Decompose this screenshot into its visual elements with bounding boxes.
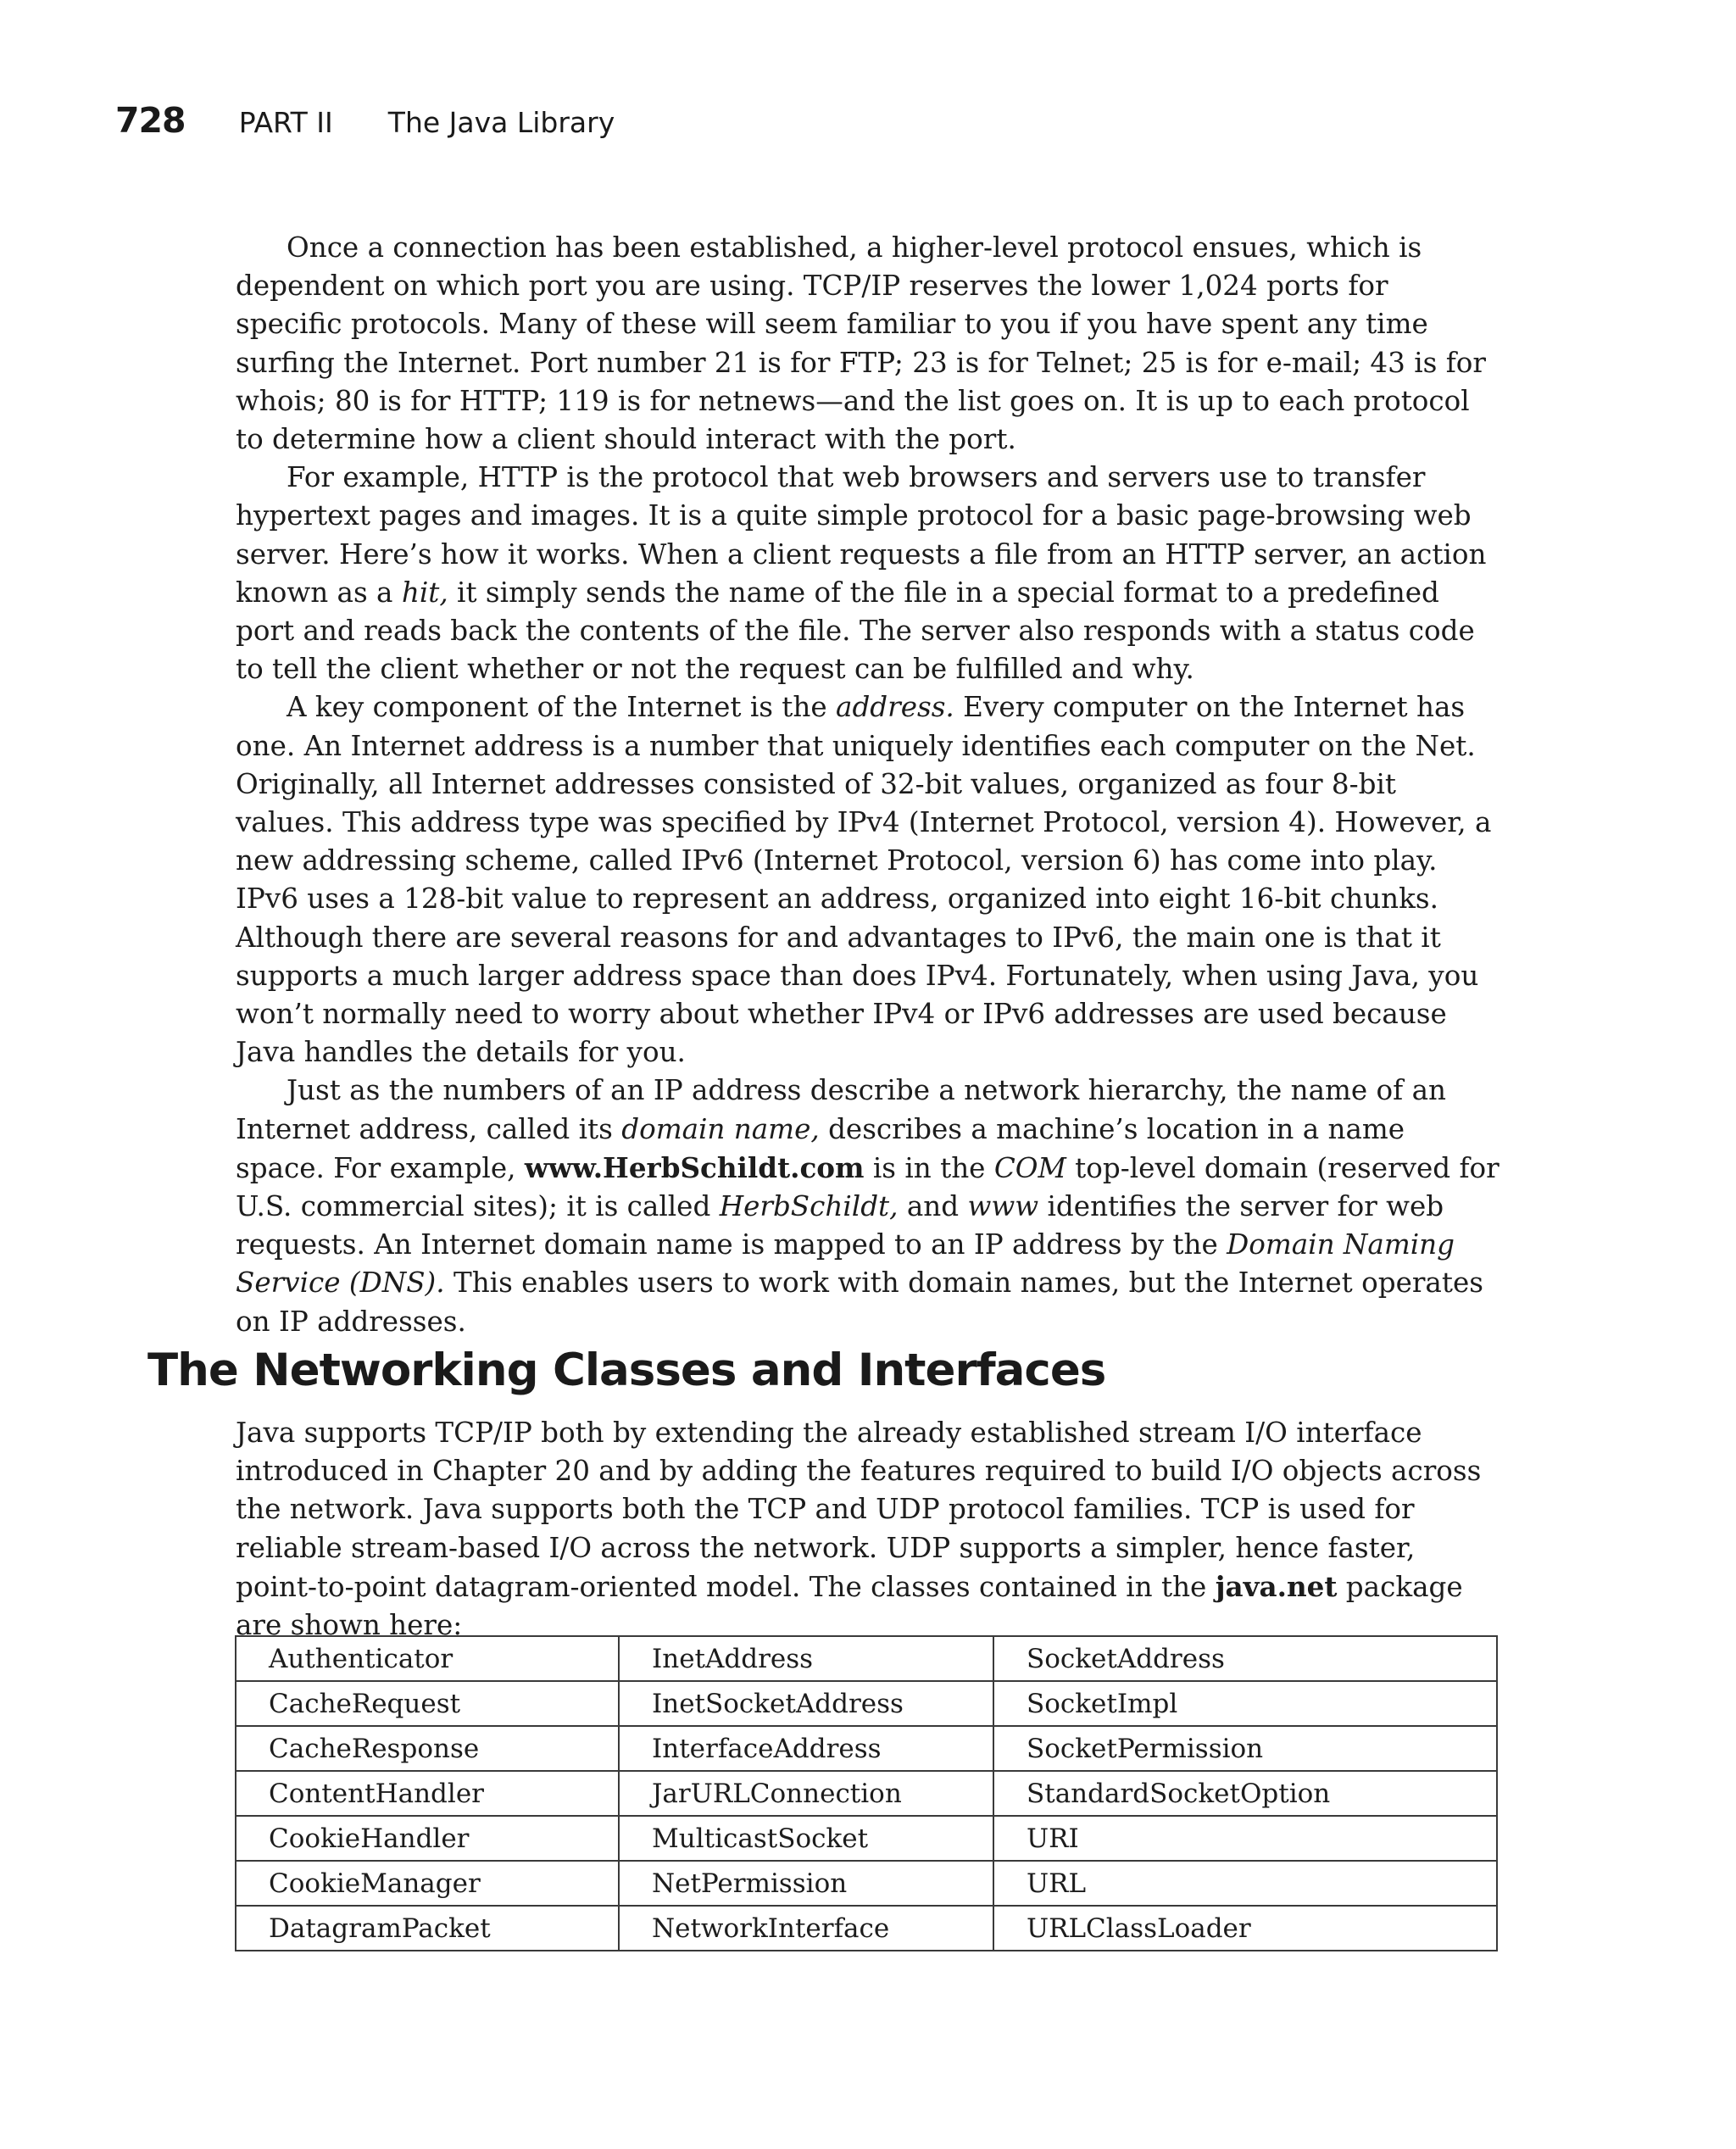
paragraph-http: For example, HTTP is the protocol that web browsers and servers use to transfer hypertext pages and images. It is a quite simple protocol for a basic page-browsing web server. Here’s how it works. When a client requests a file from an HTTP server, an action known as a hit, it simply sends the name of the file in a special format to a predefined port and reads back the contents of the file. The server also responds with a status code to tell the client whether or not the request can be fulfilled and why. bbox=[236, 461, 1487, 686]
term-dns: Domain Naming Service (DNS). bbox=[236, 1228, 1455, 1300]
table-row bbox=[236, 1861, 1497, 1906]
table-cell: NetPermission bbox=[619, 1861, 993, 1906]
table-cell: MulticastSocket bbox=[619, 1816, 993, 1861]
table-cell: CacheRequest bbox=[236, 1681, 619, 1726]
table-cell: DatagramPacket bbox=[236, 1906, 619, 1951]
term-herbschildt: HerbSchildt, bbox=[719, 1190, 899, 1223]
paragraph-ports: Once a connection has been established, a higher-level protocol ensues, which is dependent on which port you are using. TCP/IP reserves the lower 1,024 ports for specific protocols. Many of these will seem familiar to you if you have spent any time surfing the Internet. Port number 21 is for FTP; 23 is for Telnet; 25 is for e-mail; 43 is for whois; 80 is for HTTP; 119 is for netnews—and the list goes on. It is up to each protocol to determine how a client should interact with the port. bbox=[236, 231, 1486, 456]
table-cell: StandardSocketOption bbox=[993, 1771, 1497, 1816]
table-row bbox=[236, 1726, 1497, 1771]
table-row bbox=[236, 1906, 1497, 1951]
table-cell: NetworkInterface bbox=[619, 1906, 993, 1951]
package-name: java.net bbox=[1215, 1569, 1338, 1603]
term-com: COM bbox=[993, 1151, 1066, 1184]
paragraph-domain-name: Just as the numbers of an IP address describe a network hierarchy, the name of an Internet address, called its domain name, describes a machine’s location in a name space. For example, www.HerbSchildt.com is in the COM top-level domain (reserved for U.S. commercial sites); it is called HerbSchildt, and www identifies the server for web requests. An Internet domain name is mapped to an IP address by the Domain Naming Service (DNS). This enables users to work with domain names, but the Internet operates on IP addresses. bbox=[236, 1074, 1500, 1338]
example-url: www.HerbSchildt.com bbox=[524, 1150, 865, 1184]
table-cell: SocketPermission bbox=[993, 1726, 1497, 1771]
table-cell: InetAddress bbox=[619, 1636, 993, 1681]
table-cell: URI bbox=[993, 1816, 1497, 1861]
table-cell: SocketAddress bbox=[993, 1636, 1497, 1681]
intro-text bbox=[236, 229, 1500, 1341]
term-address: address. bbox=[836, 691, 954, 724]
table-row bbox=[236, 1771, 1497, 1816]
java-net-classes-table bbox=[235, 1635, 1498, 1951]
table-cell: ContentHandler bbox=[236, 1771, 619, 1816]
section-heading: The Networking Classes and Interfaces bbox=[147, 1345, 1106, 1396]
page-number: 728 bbox=[115, 100, 186, 141]
table-cell: URLClassLoader bbox=[993, 1906, 1497, 1951]
table-cell: JarURLConnection bbox=[619, 1771, 993, 1816]
table-cell: CacheResponse bbox=[236, 1726, 619, 1771]
table-cell: CookieManager bbox=[236, 1861, 619, 1906]
table-cell: SocketImpl bbox=[993, 1681, 1497, 1726]
table-cell: InetSocketAddress bbox=[619, 1681, 993, 1726]
table-cell: InterfaceAddress bbox=[619, 1726, 993, 1771]
running-header bbox=[115, 100, 615, 141]
paragraph-address: A key component of the Internet is the address. Every computer on the Internet has one. An Internet address is a number that uniquely identifies each computer on the Net. Originally, all Internet addresses consisted of 32-bit values, organized as four 8-bit values. This address type was specified by IPv4 (Internet Protocol, version 4). However, a new addressing scheme, called IPv6 (Internet Protocol, version 6) has come into play. IPv6 uses a 128-bit value to represent an address, organized into eight 16-bit chunks. Although there are several reasons for and advantages to IPv6, the main one is that it supports a much larger address space than does IPv4. Fortunately, when using Java, you won’t normally need to worry about whether IPv4 or IPv6 addresses are used because Java handles the details for you. bbox=[236, 691, 1492, 1069]
term-hit: hit, bbox=[401, 576, 448, 609]
term-domain-name: domain name, bbox=[621, 1112, 820, 1145]
table-row bbox=[236, 1816, 1497, 1861]
table-cell: CookieHandler bbox=[236, 1816, 619, 1861]
table-cell: Authenticator bbox=[236, 1636, 619, 1681]
running-title: The Java Library bbox=[387, 106, 615, 139]
part-label: PART II bbox=[238, 106, 333, 139]
section-text bbox=[236, 1414, 1500, 1645]
term-www: www bbox=[967, 1190, 1039, 1223]
table-cell: URL bbox=[993, 1861, 1497, 1906]
paragraph-networking-classes: Java supports TCP/IP both by extending the already established stream I/O interface introduced in Chapter 20 and by adding the features required to build I/O objects across the network. Java supports both the TCP and UDP protocol families. TCP is used for reliable stream-based I/O across the network. UDP supports a simpler, hence faster, point-to-point datagram-oriented model. The classes contained in the java.net package are shown here: bbox=[236, 1417, 1482, 1642]
table-row bbox=[236, 1636, 1497, 1681]
table-row bbox=[236, 1681, 1497, 1726]
